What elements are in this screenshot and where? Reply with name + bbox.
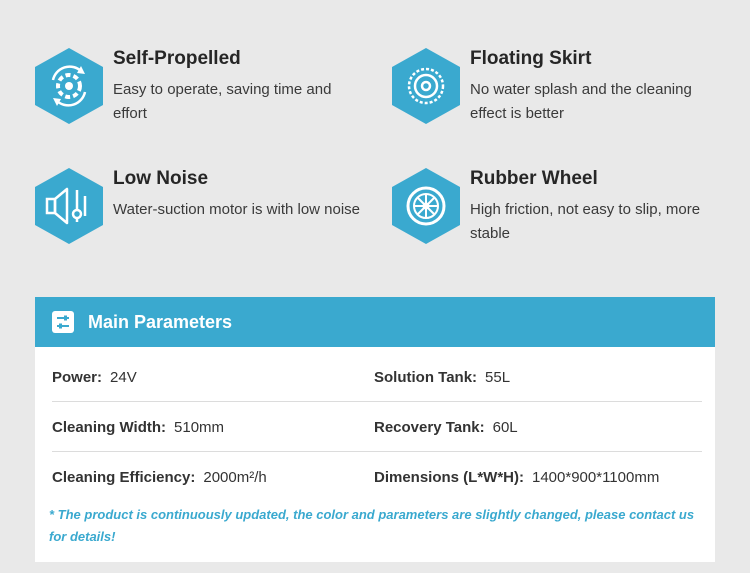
main-parameters-panel bbox=[35, 297, 715, 562]
feature-description: High friction, not easy to slip, more stable bbox=[470, 201, 701, 242]
feature-title: Rubber Wheel bbox=[470, 168, 598, 189]
parameter-power bbox=[52, 352, 137, 402]
parameter-dimensions bbox=[374, 452, 659, 502]
parameter-value: 55L bbox=[485, 368, 511, 386]
parameter-solution-tank bbox=[374, 352, 510, 402]
parameter-label: Solution Tank: bbox=[374, 368, 478, 386]
parameter-label: Cleaning Width: bbox=[52, 418, 167, 436]
panel-title: Main Parameters bbox=[88, 311, 233, 332]
gear-refresh-icon bbox=[33, 46, 105, 126]
parameter-cleaning-efficiency bbox=[52, 452, 267, 502]
feature-title: Self-Propelled bbox=[113, 48, 241, 69]
parameter-cleaning-width bbox=[52, 402, 224, 452]
parameter-value: 24V bbox=[110, 368, 137, 386]
parameter-label: Recovery Tank: bbox=[374, 418, 485, 436]
feature-rubber-wheel bbox=[390, 166, 720, 246]
parameter-row bbox=[52, 452, 702, 502]
parameter-value: 2000m²/h bbox=[203, 468, 267, 486]
feature-self-propelled bbox=[33, 46, 363, 126]
feature-description: No water splash and the cleaning effect is better bbox=[470, 81, 692, 122]
feature-description: Easy to operate, saving time and effort bbox=[113, 81, 332, 122]
parameter-label: Cleaning Efficiency: bbox=[52, 468, 196, 486]
sliders-icon bbox=[52, 311, 74, 333]
feature-low-noise bbox=[33, 166, 363, 246]
parameter-value: 60L bbox=[492, 418, 518, 436]
feature-title: Low Noise bbox=[113, 168, 209, 189]
parameter-value: 1400*900*1100mm bbox=[532, 468, 660, 486]
parameter-row bbox=[52, 352, 702, 402]
floating-skirt-icon bbox=[390, 46, 462, 126]
wheel-icon bbox=[390, 166, 462, 246]
parameter-label: Power: bbox=[52, 368, 103, 386]
feature-floating-skirt bbox=[390, 46, 720, 126]
feature-description: Water-suction motor is with low noise bbox=[113, 201, 361, 218]
parameter-recovery-tank bbox=[374, 402, 518, 452]
parameter-row bbox=[52, 402, 702, 452]
disclaimer-note: * The product is continuously updated, the color and parameters are slightly changed, please contact us for details! bbox=[49, 507, 695, 544]
parameter-label: Dimensions (L*W*H): bbox=[374, 468, 524, 486]
feature-title: Floating Skirt bbox=[470, 48, 592, 69]
panel-header bbox=[35, 297, 715, 347]
speaker-icon bbox=[33, 166, 105, 246]
parameter-value: 510mm bbox=[174, 418, 225, 436]
